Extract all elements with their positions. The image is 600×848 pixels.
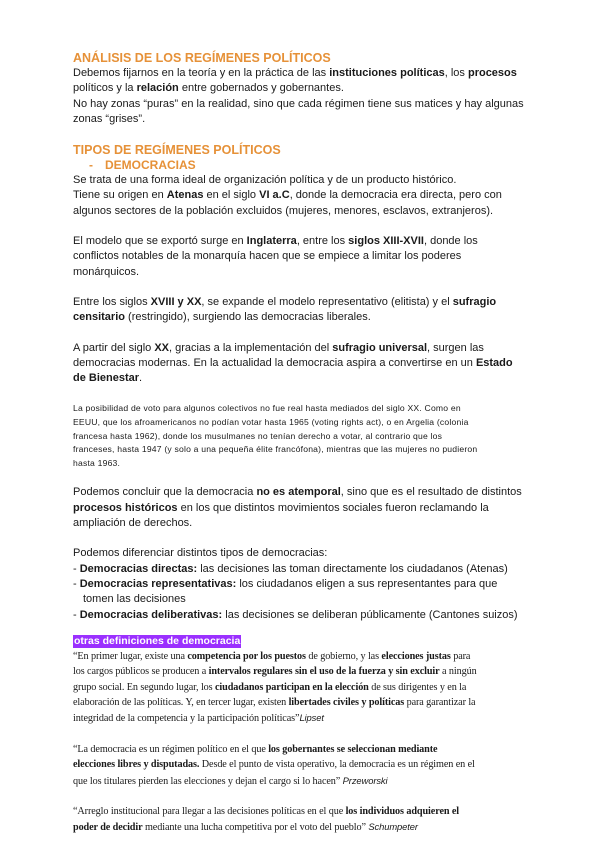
intro-line-4: zonas “grises”. [73, 112, 146, 125]
type-directas: - Democracias directas: las decisiones las toman directamente los ciudadanos (Atenas) [73, 562, 508, 575]
quote-schumpeter-line-1: “Arreglo institucional para llegar a las decisiones políticas en el que los individuos adquieren el [73, 806, 460, 818]
intro-line-3: No hay zonas “puras” en la realidad, sino que cada régimen tiene sus matices y hay algunas [73, 97, 524, 110]
liberal-line-2: censitario (restringido), surgiendo las democracias liberales. [73, 311, 371, 324]
origin-line-1: Se trata de una forma ideal de organización política y de un producto histórico. [73, 174, 457, 187]
note-line-1: La posibilidad de voto para algunos colectivos no fue real hasta mediados del siglo XX. Como en [73, 403, 461, 414]
quote-author-schumpeter: Schumpeter [368, 821, 418, 833]
model-line-3: monárquicos. [73, 265, 140, 278]
type-representativas-cont: tomen las decisiones [83, 593, 186, 606]
conclusion-line-2: procesos históricos en los que distintos movimientos sociales fueron reclamando la [73, 501, 489, 514]
conclusion-line-3: ampliación de derechos. [73, 517, 193, 530]
quote-author-przeworski: Przeworski [342, 774, 388, 786]
quote-przeworski-line-1: “La democracia es un régimen político en el que los gobernantes se seleccionan mediante [73, 743, 438, 755]
intro-line-1: Debemos fijarnos en la teoría y en la práctica de las instituciones políticas, los procesos [73, 67, 517, 79]
note-line-5: hasta 1963. [73, 457, 121, 468]
otras-definiciones-label: otras definiciones de democracia [74, 634, 241, 647]
quote-przeworski-line-2: elecciones libres y disputadas. Desde el punto de vista operativo, la democracia es un régimen en el [73, 759, 475, 771]
type-deliberativas: - Democracias deliberativas: las decisiones se deliberan públicamente (Cantones suizos) [73, 608, 518, 621]
quote-lipset-line-2: los cargos públicos se producen a intervalos regulares sin el uso de la fuerza y sin excluir a ningún [73, 666, 477, 678]
page-title: ANÁLISIS DE LOS REGÍMENES POLÍTICOS [73, 51, 331, 65]
types-intro: Podemos diferenciar distintos tipos de democracias: [73, 547, 328, 560]
quote-przeworski-line-3: que los titulares pierden las elecciones y dejan el cargo si lo hacen” Przeworski [73, 774, 388, 787]
intro-line-2: políticos y la relación entre gobernados y gobernantes. [73, 82, 344, 95]
note-line-2: EEUU, que los afroamericanos no podían votar hasta 1965 (voting rights act), o en Argelia (colonia [73, 417, 469, 428]
type-representativas: - Democracias representativas: los ciudadanos eligen a sus representantes para que [73, 577, 498, 590]
model-line-2: conflictos notables de la monarquía hacen que se empiece a limitar los poderes [73, 250, 462, 263]
modern-line-3: de Bienestar. [73, 372, 143, 385]
quote-lipset-line-4: elaboración de las políticas. Y, en tercer lugar, existen libertades civiles y políticas para garantizar la [73, 697, 476, 709]
quote-lipset-line-1: “En primer lugar, existe una competencia por los puestos de gobierno, y las elecciones justas para [73, 650, 471, 662]
quote-schumpeter-line-2: poder de decidir mediante una lucha competitiva por el voto del pueblo” Schumpeter [73, 821, 418, 834]
origin-line-2: Tiene su origen en Atenas en el siglo VI a.C, donde la democracia era directa, pero con [73, 189, 502, 202]
quote-lipset-line-3: grupo social. En segundo lugar, los ciudadanos participan en la elección de sus dirigentes y en la [73, 681, 467, 693]
modern-line-1: A partir del siglo XX, gracias a la implementación del sufragio universal, surgen las [73, 341, 484, 354]
quote-author-lipset: Lipset [299, 712, 324, 724]
democracias-subheading: - DEMOCRACIAS [89, 158, 196, 173]
model-line-1: El modelo que se exportó surge en Inglaterra, entre los siglos XIII-XVII, donde los [73, 235, 478, 248]
quote-lipset-line-5: integridad de la competencia y la participación políticas”Lipset [73, 712, 324, 725]
types-heading: TIPOS DE REGÍMENES POLÍTICOS [73, 143, 281, 158]
modern-line-2: democracias modernas. En la actualidad la democracia aspira a convertirse en un Estado [73, 356, 513, 369]
note-line-4: franceses, hasta 1947 (y solo a una pequeña élite francófona), mientras que las mujeres no pudieron [73, 444, 478, 455]
origin-line-3: algunos sectores de la población excluidos (mujeres, menores, esclavos, extranjeros). [73, 204, 494, 217]
conclusion-line-1: Podemos concluir que la democracia no es atemporal, sino que es el resultado de distintos [73, 486, 522, 499]
liberal-line-1: Entre los siglos XVIII y XX, se expande el modelo representativo (elitista) y el sufragio [73, 295, 497, 308]
note-line-3: francesa hasta 1962), donde los musulmanes no tenían derecho a votar, al contrario que los [73, 430, 443, 441]
